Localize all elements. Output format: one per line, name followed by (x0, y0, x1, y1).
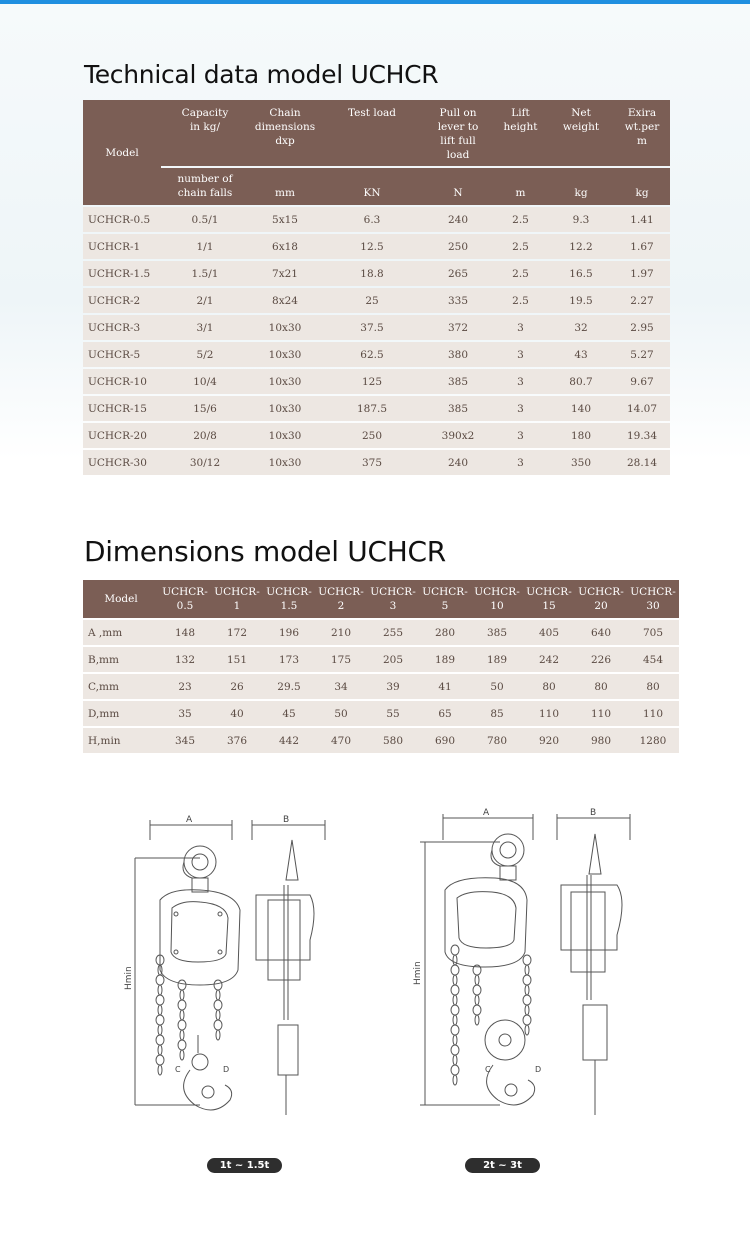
chain-link (523, 995, 531, 1005)
dimension-label-cell: C,mm (83, 674, 159, 699)
dims-row (83, 674, 679, 699)
chain-link (216, 990, 220, 1000)
chain-link (523, 975, 531, 985)
value-cell: 2.5 (493, 261, 548, 286)
model-cell: UCHCR-20 (83, 423, 161, 448)
value-cell: 250 (321, 423, 423, 448)
dimension-value-cell: 110 (627, 701, 679, 726)
dimension-value-cell: 442 (263, 728, 315, 753)
value-cell: 10x30 (249, 369, 321, 394)
dimension-value-cell: 690 (419, 728, 471, 753)
dimension-value-cell: 151 (211, 647, 263, 672)
dimension-value-cell: 242 (523, 647, 575, 672)
chain-link (158, 985, 162, 995)
dimension-value-cell: 110 (575, 701, 627, 726)
model-cell: UCHCR-2 (83, 288, 161, 313)
model-cell: UCHCR-10 (83, 369, 161, 394)
dimension-value-cell: 50 (315, 701, 367, 726)
model-cell: UCHCR-1 (83, 234, 161, 259)
value-cell: 1.41 (614, 207, 670, 232)
dimension-value-cell: 80 (523, 674, 575, 699)
dims-col-header: UCHCR- 1 (211, 580, 263, 618)
chain-link (451, 1045, 459, 1055)
value-cell: 43 (548, 342, 614, 367)
value-cell: 9.3 (548, 207, 614, 232)
dimension-value-cell: 196 (263, 620, 315, 645)
chain-link (451, 1025, 459, 1035)
value-cell: 335 (423, 288, 493, 313)
value-cell: 1.97 (614, 261, 670, 286)
col-net-weight: Net weight (548, 100, 614, 166)
dimension-value-cell: 226 (575, 647, 627, 672)
col-extra-weight: Exira wt.per m (614, 100, 670, 166)
chain-link (525, 965, 529, 975)
value-cell: 380 (423, 342, 493, 367)
col-model: Model (83, 100, 161, 205)
value-cell: 265 (423, 261, 493, 286)
value-cell: 62.5 (321, 342, 423, 367)
dims-row (83, 701, 679, 726)
chain-link (178, 1000, 186, 1010)
chain-link (180, 1010, 184, 1020)
tech-row (83, 342, 670, 367)
value-cell: 12.5 (321, 234, 423, 259)
value-cell: 37.5 (321, 315, 423, 340)
chain-link (453, 995, 457, 1005)
col-test-unit: KN (321, 168, 423, 205)
value-cell: 390x2 (423, 423, 493, 448)
col-chain: Chain dimensions dxp (249, 100, 321, 166)
dims-col-header: UCHCR- 5 (419, 580, 471, 618)
value-cell: 2.5 (493, 288, 548, 313)
value-cell: 2.5 (493, 207, 548, 232)
value-cell: 140 (548, 396, 614, 421)
dims-col-header: UCHCR- 2 (315, 580, 367, 618)
dim-c-label: C (485, 1065, 491, 1074)
value-cell: 6x18 (249, 234, 321, 259)
tech-row (83, 396, 670, 421)
chain-link (178, 1040, 186, 1050)
chain-link (214, 980, 222, 990)
value-cell: 3 (493, 423, 548, 448)
dimension-value-cell: 40 (211, 701, 263, 726)
chain-link (475, 1015, 479, 1025)
chain-link (158, 1005, 162, 1015)
dimension-value-cell: 175 (315, 647, 367, 672)
dimension-label-cell: D,mm (83, 701, 159, 726)
chain-link (156, 1055, 164, 1065)
value-cell: 3 (493, 450, 548, 475)
dimension-value-cell: 205 (367, 647, 419, 672)
chain-link (453, 955, 457, 965)
chain-link (156, 995, 164, 1005)
value-cell: 2.95 (614, 315, 670, 340)
value-cell: 10x30 (249, 450, 321, 475)
chain-link (453, 1075, 457, 1085)
dimension-value-cell: 41 (419, 674, 471, 699)
value-cell: 10x30 (249, 396, 321, 421)
dimension-value-cell: 65 (419, 701, 471, 726)
chain-link (178, 980, 186, 990)
dimensions-table (83, 578, 679, 755)
chain-link (473, 1005, 481, 1015)
dimension-value-cell: 23 (159, 674, 211, 699)
value-cell: 385 (423, 396, 493, 421)
hoist-side-view (256, 840, 314, 1115)
value-cell: 10/4 (161, 369, 249, 394)
col-lift-unit: m (493, 168, 548, 205)
chain-link (525, 1025, 529, 1035)
tech-row (83, 288, 670, 313)
value-cell: 3/1 (161, 315, 249, 340)
value-cell: 385 (423, 369, 493, 394)
dimension-value-cell: 705 (627, 620, 679, 645)
value-cell: 19.5 (548, 288, 614, 313)
value-cell: 14.07 (614, 396, 670, 421)
value-cell: 1/1 (161, 234, 249, 259)
dimension-value-cell: 385 (471, 620, 523, 645)
col-lift: Lift height (493, 100, 548, 166)
model-cell: UCHCR-5 (83, 342, 161, 367)
dimension-value-cell: 376 (211, 728, 263, 753)
value-cell: 7x21 (249, 261, 321, 286)
tech-row (83, 207, 670, 232)
tech-row (83, 315, 670, 340)
chain-link (158, 1065, 162, 1075)
value-cell: 30/12 (161, 450, 249, 475)
value-cell: 28.14 (614, 450, 670, 475)
dimension-value-cell: 470 (315, 728, 367, 753)
chain-link (451, 985, 459, 995)
dimension-value-cell: 255 (367, 620, 419, 645)
dims-col-header: UCHCR- 30 (627, 580, 679, 618)
chain-link (156, 1015, 164, 1025)
dimension-value-cell: 132 (159, 647, 211, 672)
dims-row (83, 728, 679, 753)
value-cell: 2.27 (614, 288, 670, 313)
hoist-diagram-large (405, 800, 645, 1140)
dims-row (83, 647, 679, 672)
col-pull: Pull on lever to lift full load (423, 100, 493, 166)
value-cell: 2/1 (161, 288, 249, 313)
chain-link (451, 945, 459, 955)
value-cell: 2.5 (493, 234, 548, 259)
value-cell: 240 (423, 450, 493, 475)
tech-row (83, 423, 670, 448)
chain-link (453, 1055, 457, 1065)
chain-link (475, 995, 479, 1005)
value-cell: 187.5 (321, 396, 423, 421)
dimension-value-cell: 454 (627, 647, 679, 672)
dimension-value-cell: 148 (159, 620, 211, 645)
value-cell: 350 (548, 450, 614, 475)
chain-link (451, 965, 459, 975)
hoist-side-view (561, 834, 622, 1115)
dim-b-label: B (283, 815, 290, 825)
dimension-label-cell: H,min (83, 728, 159, 753)
value-cell: 125 (321, 369, 423, 394)
dim-b-label: B (590, 808, 597, 818)
chain-link (475, 975, 479, 985)
dimension-value-cell: 80 (575, 674, 627, 699)
dimension-value-cell: 172 (211, 620, 263, 645)
caption-small-capacity: 1t ~ 1.5t (207, 1158, 282, 1173)
chain-link (473, 985, 481, 995)
dims-col-header: UCHCR- 0.5 (159, 580, 211, 618)
tech-row (83, 450, 670, 475)
chain-link (523, 955, 531, 965)
chain-link (523, 1015, 531, 1025)
dimension-value-cell: 35 (159, 701, 211, 726)
dimension-value-cell: 189 (471, 647, 523, 672)
col-chain-unit: mm (249, 168, 321, 205)
dimension-value-cell: 85 (471, 701, 523, 726)
chain-link (156, 975, 164, 985)
chain-link (158, 1025, 162, 1035)
dimension-value-cell: 55 (367, 701, 419, 726)
value-cell: 3 (493, 369, 548, 394)
chain-link (453, 975, 457, 985)
dims-row (83, 620, 679, 645)
dimension-label-cell: B,mm (83, 647, 159, 672)
model-cell: UCHCR-1.5 (83, 261, 161, 286)
dims-col-header: UCHCR- 20 (575, 580, 627, 618)
value-cell: 12.2 (548, 234, 614, 259)
value-cell: 1.5/1 (161, 261, 249, 286)
value-cell: 18.8 (321, 261, 423, 286)
dimension-value-cell: 1280 (627, 728, 679, 753)
chain-link (214, 1020, 222, 1030)
dimension-value-cell: 29.5 (263, 674, 315, 699)
chain-link (451, 1065, 459, 1075)
value-cell: 10x30 (249, 315, 321, 340)
chain-link (451, 1005, 459, 1015)
hoist-diagram-small (120, 800, 340, 1140)
dimension-value-cell: 110 (523, 701, 575, 726)
value-cell: 240 (423, 207, 493, 232)
chain-link (453, 1035, 457, 1045)
value-cell: 375 (321, 450, 423, 475)
top-accent-bar (0, 0, 750, 4)
technical-data-table (83, 98, 670, 477)
value-cell: 6.3 (321, 207, 423, 232)
dimension-value-cell: 280 (419, 620, 471, 645)
value-cell: 3 (493, 315, 548, 340)
value-cell: 180 (548, 423, 614, 448)
value-cell: 372 (423, 315, 493, 340)
tech-row (83, 234, 670, 259)
value-cell: 8x24 (249, 288, 321, 313)
col-extra-unit: kg (614, 168, 670, 205)
dim-h-label: Hmin (413, 961, 423, 985)
value-cell: 32 (548, 315, 614, 340)
chain-link (453, 1015, 457, 1025)
dimension-value-cell: 580 (367, 728, 419, 753)
dim-a-label: A (483, 808, 490, 818)
dimension-value-cell: 80 (627, 674, 679, 699)
col-capacity: Capacity in kg/ (161, 100, 249, 166)
value-cell: 20/8 (161, 423, 249, 448)
col-net-unit: kg (548, 168, 614, 205)
chain-link (158, 1045, 162, 1055)
model-cell: UCHCR-0.5 (83, 207, 161, 232)
col-test-load: Test load (321, 100, 423, 166)
dimension-value-cell: 173 (263, 647, 315, 672)
dimension-value-cell: 34 (315, 674, 367, 699)
caption-large-capacity: 2t ~ 3t (465, 1158, 540, 1173)
tech-row (83, 261, 670, 286)
value-cell: 10x30 (249, 423, 321, 448)
chain-link (525, 985, 529, 995)
dim-c-label: C (175, 1065, 181, 1074)
value-cell: 10x30 (249, 342, 321, 367)
chain-link (178, 1020, 186, 1030)
dimension-value-cell: 920 (523, 728, 575, 753)
value-cell: 16.5 (548, 261, 614, 286)
chain-link (525, 1005, 529, 1015)
dim-h-label: Hmin (124, 966, 134, 990)
dimension-value-cell: 189 (419, 647, 471, 672)
model-cell: UCHCR-15 (83, 396, 161, 421)
chain-link (216, 1010, 220, 1020)
dimension-value-cell: 39 (367, 674, 419, 699)
value-cell: 5/2 (161, 342, 249, 367)
model-cell: UCHCR-3 (83, 315, 161, 340)
tech-row (83, 369, 670, 394)
value-cell: 250 (423, 234, 493, 259)
dimension-value-cell: 640 (575, 620, 627, 645)
value-cell: 3 (493, 396, 548, 421)
value-cell: 3 (493, 342, 548, 367)
dimension-label-cell: A ,mm (83, 620, 159, 645)
dimension-value-cell: 50 (471, 674, 523, 699)
value-cell: 1.67 (614, 234, 670, 259)
tech-data-heading: Technical data model UCHCR (84, 60, 439, 89)
dimension-value-cell: 405 (523, 620, 575, 645)
dimension-value-cell: 780 (471, 728, 523, 753)
model-cell: UCHCR-30 (83, 450, 161, 475)
value-cell: 15/6 (161, 396, 249, 421)
dimension-value-cell: 210 (315, 620, 367, 645)
dimension-value-cell: 45 (263, 701, 315, 726)
chain-link (180, 1050, 184, 1060)
dimensions-heading: Dimensions model UCHCR (84, 535, 446, 568)
dims-col-header: UCHCR- 3 (367, 580, 419, 618)
value-cell: 5x15 (249, 207, 321, 232)
chain-link (180, 990, 184, 1000)
dimension-value-cell: 980 (575, 728, 627, 753)
chain-link (156, 1035, 164, 1045)
value-cell: 0.5/1 (161, 207, 249, 232)
chain-link (214, 1000, 222, 1010)
dimension-value-cell: 345 (159, 728, 211, 753)
dim-d-label: D (223, 1065, 230, 1074)
dims-col-header: UCHCR- 10 (471, 580, 523, 618)
col-capacity-sub: number of chain falls (161, 168, 249, 205)
value-cell: 5.27 (614, 342, 670, 367)
dim-a-label: A (186, 815, 193, 825)
value-cell: 19.34 (614, 423, 670, 448)
dimension-value-cell: 26 (211, 674, 263, 699)
dim-d-label: D (535, 1065, 542, 1074)
chain-link (216, 1030, 220, 1040)
value-cell: 80.7 (548, 369, 614, 394)
col-pull-unit: N (423, 168, 493, 205)
value-cell: 9.67 (614, 369, 670, 394)
chain-link (180, 1030, 184, 1040)
dims-col-header: UCHCR- 15 (523, 580, 575, 618)
value-cell: 25 (321, 288, 423, 313)
dims-col-model: Model (83, 580, 159, 618)
dims-col-header: UCHCR- 1.5 (263, 580, 315, 618)
